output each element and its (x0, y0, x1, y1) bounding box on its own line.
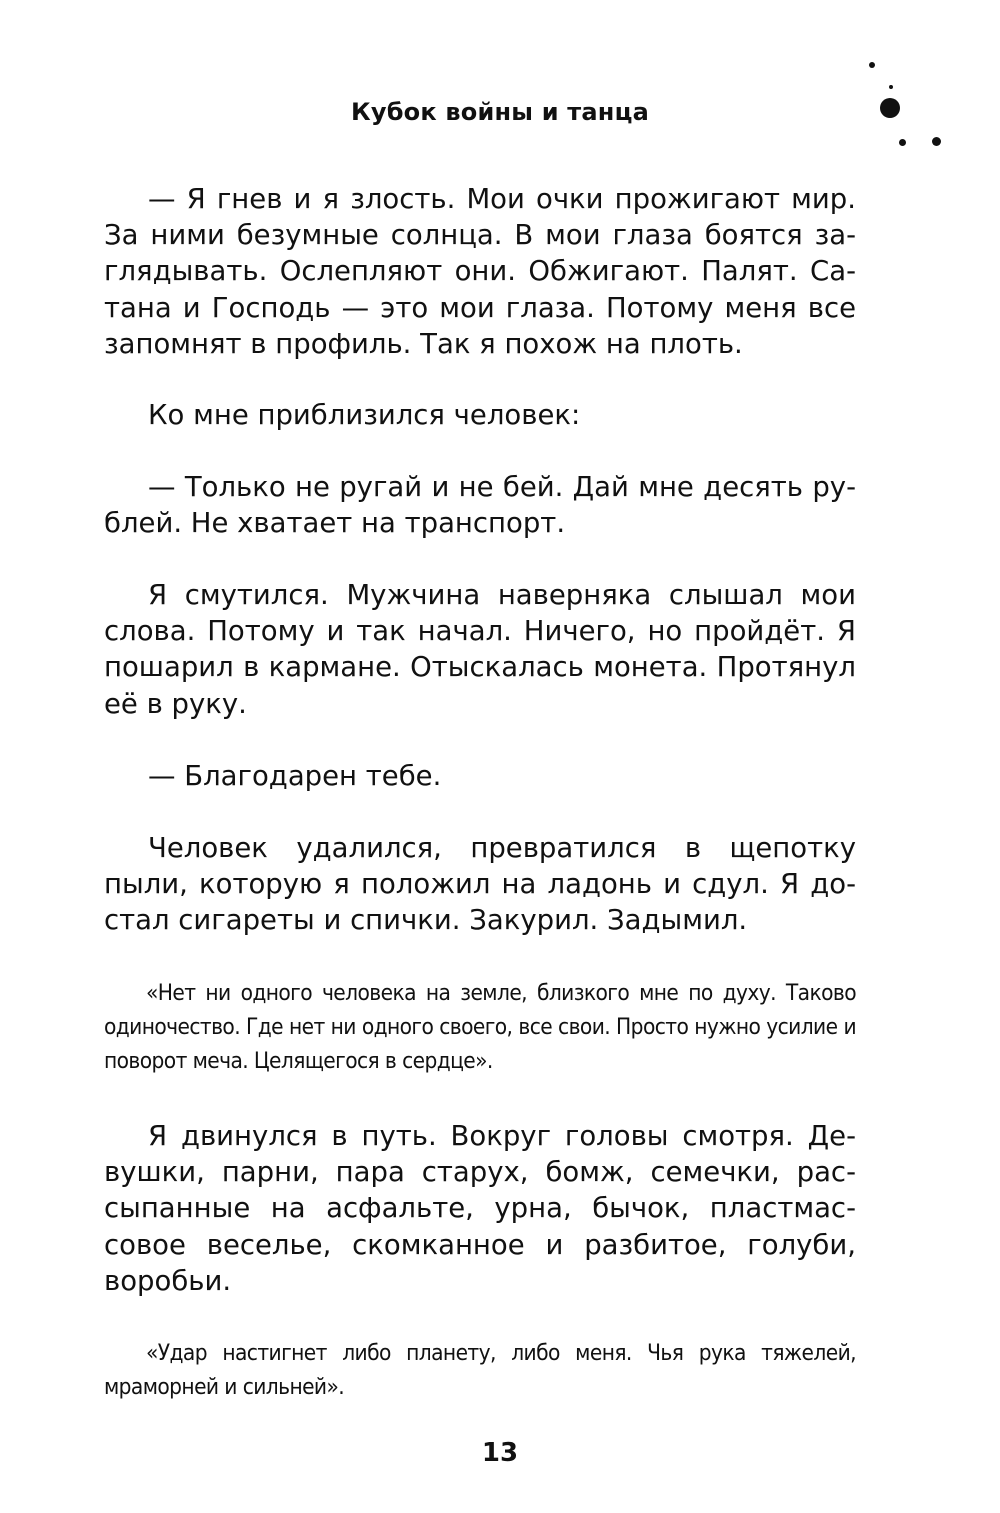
paragraph-5: — Благодарен тебе. (148, 760, 442, 792)
paragraph-7: Я двинулся в путь. Вокруг головы смотря. Девушки, парни, пара старух, бомж, семечки, рассыпанные на асфальте, урна, бычок, пластмассовое веселье, скомканное и разбитое, голуби, воробьи. (104, 1120, 856, 1297)
dot-small-top (869, 62, 875, 68)
paragraph-6: Человек удалился, превратился в щепотку пыли, которую я положил на ладонь и сдул. Я достал сигареты и спички. Закурил. Задымил. (104, 832, 856, 937)
dot-small-right (932, 137, 941, 146)
paragraph-2: Ко мне приблизился человек: (148, 399, 581, 431)
paragraph-3: — Только не ругай и не бей. Дай мне десять рублей. Не хватает на транспорт. (104, 471, 856, 540)
paragraph-4: Я смутился. Мужчина наверняка слышал мои слова. Потому и так начал. Ничего, но пройдёт. Я пошарил в кармане. Отыскалась монета. Протянул её в руку. (104, 579, 856, 720)
running-header-title: Кубок войны и танца (351, 98, 649, 126)
paragraph-1: — Я гнев и я злость. Мои очки прожигают мир. За ними безумные солнца. В мои глаза боятся заглядывать. Ослепляют они. Обжигают. Палят. Сатана и Господь — это мои глаза. Потому меня все запомнят в профиль. Так я похож на плоть. (104, 183, 856, 360)
quote-1: «Нет ни одного человека на земле, близкого мне по духу. Таково одиночество. Где нет ни одного своего, все свои. Просто нужно усилие и поворот меча. Целящегося в сердце». (104, 980, 856, 1074)
dot-large (880, 98, 900, 118)
dot-tiny (889, 85, 893, 89)
quote-2: «Удар настигнет либо планету, либо меня. Чья рука тяжелей, мраморней и сильней». (104, 1340, 856, 1400)
page-number: 13 (481, 1438, 519, 1468)
dot-small-left (899, 139, 906, 146)
